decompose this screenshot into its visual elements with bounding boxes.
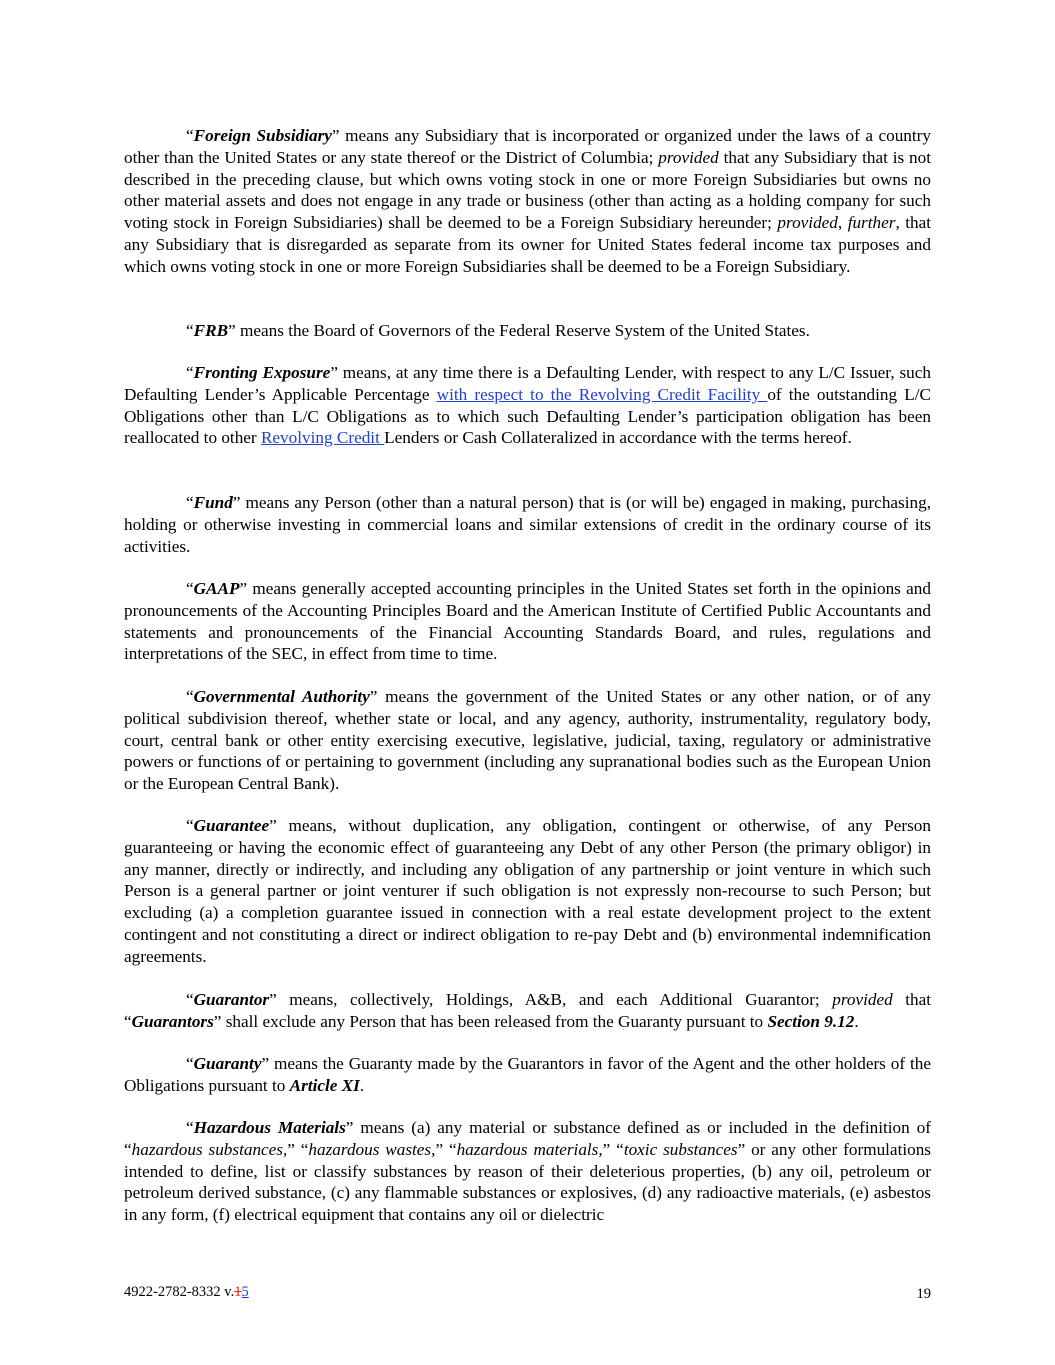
definition-text: means the Guaranty made by the Guarantors in favor of the Agent and the other holders of the Obligations pursuant to xyxy=(124,1054,931,1095)
definition-guaranty xyxy=(124,1053,931,1097)
close-quote: ” xyxy=(261,1054,270,1073)
definition-frb xyxy=(124,320,931,342)
deleted-version: 1 xyxy=(234,1284,242,1300)
definition-text: ” “ xyxy=(287,1139,309,1159)
definition-text: . xyxy=(854,1011,859,1031)
definition-text: means any Person (other than a natural person) that is (or will be) engaged in making, purchasing, holding or otherwise investing in commercial loans and similar extensions of credit in the ordinary course of its activities. xyxy=(124,493,931,556)
defined-term: FRB xyxy=(193,321,229,340)
definition-text: means, without duplication, any obligation, contingent or otherwise, of any Person guaranteeing or having the economic effect of guaranteeing any Debt of any other Person (the primary obligor) in any manner, directly or indirectly, and including any obligation of any partnership or joint venture in which such Person is a general partner or joint venturer if such obligation is not expressly non-recourse to such Person; but excluding (a) a completion guarantee issued in connection with a real estate development project to the extent contingent and not constituting a direct or indirect obligation to re-pay Debt and (b) environmental indemnification agreements. xyxy=(124,816,931,966)
definition-guarantee xyxy=(124,815,931,968)
close-quote: ” xyxy=(331,126,340,145)
open-quote: “ xyxy=(186,579,194,598)
defined-term: Foreign Subsidiary xyxy=(193,126,332,145)
open-quote: “ xyxy=(186,493,194,512)
open-quote: “ xyxy=(186,363,194,382)
defined-term: Fronting Exposure xyxy=(193,363,331,382)
definition-text: , xyxy=(837,213,848,233)
open-quote: “ xyxy=(186,126,194,145)
page-number: 19 xyxy=(916,1286,931,1302)
italic-text: provided xyxy=(832,990,893,1009)
definition-text: means the Board of Governors of the Federal Reserve System of the United States. xyxy=(235,321,810,340)
open-quote: “ xyxy=(186,990,194,1009)
definition-text: ” shall exclude any Person that has been released from the Guaranty pursuant to xyxy=(213,1011,768,1031)
definition-text: ” “ xyxy=(602,1139,624,1159)
definition-text: ” or any other formulations intended to define, list or classify substances by reason of their deleterious properties, (b) any oil, petroleum or petroleum derived substance, (c) any flammable substances or explosives, (d) any radioactive materials, (e) asbestos in any form, (f) electrical equipment that contains any oil or dielectric xyxy=(124,1139,931,1225)
defined-term: Guarantee xyxy=(193,816,270,835)
italic-text: hazardous wastes, xyxy=(308,1139,436,1159)
definition-text: . xyxy=(359,1075,365,1095)
document-id: 4922-2782-8332 v. xyxy=(124,1284,235,1300)
close-quote: ” xyxy=(330,363,338,382)
definition-text: that “ xyxy=(124,990,931,1031)
italic-text: provided xyxy=(658,147,719,167)
close-quote: ” xyxy=(239,579,248,598)
definition-text: means any Subsidiary that is incorporated or organized under the laws of a country other than the United States or any state thereof or the District of Columbia; xyxy=(124,126,931,167)
italic-text: provided xyxy=(777,213,838,233)
close-quote: ” xyxy=(369,687,378,706)
close-quote: ” xyxy=(228,321,236,340)
italic-text: hazardous substances, xyxy=(131,1139,288,1159)
defined-term: Guarantor xyxy=(193,990,270,1009)
open-quote: “ xyxy=(186,687,194,706)
definition-foreign-subsidiary xyxy=(124,125,931,278)
definition-text: means (a) any material or substance defined as or included in the definition of “ xyxy=(124,1118,932,1159)
defined-term: GAAP xyxy=(193,579,240,598)
inserted-version: 5 xyxy=(241,1284,249,1300)
open-quote: “ xyxy=(186,1054,194,1073)
definition-hazardous-materials xyxy=(124,1117,931,1226)
italic-text: further xyxy=(847,213,896,233)
definition-text: of the outstanding L/C Obligations other than L/C Obligations as to which such Defaulting Lender’s participation obligation has been reallocated to other xyxy=(124,384,931,448)
definition-text: ” “ xyxy=(435,1139,457,1159)
italic-text: toxic substances xyxy=(623,1139,738,1159)
open-quote: “ xyxy=(186,321,194,340)
definition-guarantor xyxy=(124,989,931,1033)
defined-term: Guaranty xyxy=(193,1054,262,1073)
article-reference: Article XI xyxy=(289,1075,360,1095)
defined-term: Fund xyxy=(193,493,233,512)
definition-text: that any Subsidiary that is not described in the preceding clause, but which owns voting stock in one or more Foreign Subsidiaries but owns no other material assets and does not engage in any trade or business (other than acting as a holding company for such voting stock in Foreign Subsidiaries) shall be deemed to be a Foreign Subsidiary hereunder; xyxy=(124,147,931,233)
close-quote: ” xyxy=(269,816,277,835)
definition-text: means the government of the United States or any other nation, or of any political subdivision thereof, whether state or local, and any agency, authority, instrumentality, regulatory body, court, central bank or other entity exercising executive, legislative, judicial, taxing, regulatory or administrative powers or functions of or pertaining to government (including any supranational bodies such as the European Union or the European Central Bank). xyxy=(124,687,931,794)
definition-text: Lenders or Cash Collateralized in accordance with the terms hereof. xyxy=(384,428,852,448)
inserted-text-link[interactable]: Revolving Credit xyxy=(260,428,385,448)
close-quote: ” xyxy=(269,990,277,1009)
definition-governmental-authority xyxy=(124,686,931,795)
defined-term: Governmental Authority xyxy=(193,687,370,706)
definition-gaap xyxy=(124,578,931,665)
defined-term: Hazardous Materials xyxy=(193,1118,346,1137)
definition-text: means generally accepted accounting principles in the United States set forth in the opinions and pronouncements of the Accounting Principles Board and the American Institute of Certified Public Accountants and statements and pronouncements of the Financial Accounting Standards Board, and rules, regulations and interpretations of the SEC, in effect from time to time. xyxy=(124,579,931,664)
defined-term: Guarantors xyxy=(131,1011,214,1031)
italic-text: hazardous materials, xyxy=(456,1139,603,1159)
close-quote: ” xyxy=(232,493,241,512)
section-reference: Section 9.12 xyxy=(767,1011,855,1031)
close-quote: ” xyxy=(345,1118,354,1137)
inserted-text-link[interactable]: with respect to the Revolving Credit Facility xyxy=(436,384,768,404)
open-quote: “ xyxy=(186,1118,194,1137)
definition-text: means, at any time there is a Defaulting Lender, with respect to any L/C Issuer, such Defaulting Lender’s Applicable Percentage xyxy=(124,363,931,404)
open-quote: “ xyxy=(186,816,194,835)
definition-fronting-exposure xyxy=(124,362,931,449)
document-id-footer xyxy=(124,1282,249,1304)
definition-text: means, collectively, Holdings, A&B, and each Additional Guarantor; xyxy=(276,990,833,1009)
definition-fund xyxy=(124,492,931,557)
definition-text: , that any Subsidiary that is disregarded as separate from its owner for United States federal income tax purposes and which owns voting stock in one or more Foreign Subsidiaries shall be deemed to be a Foreign Subsidiary. xyxy=(124,213,931,276)
